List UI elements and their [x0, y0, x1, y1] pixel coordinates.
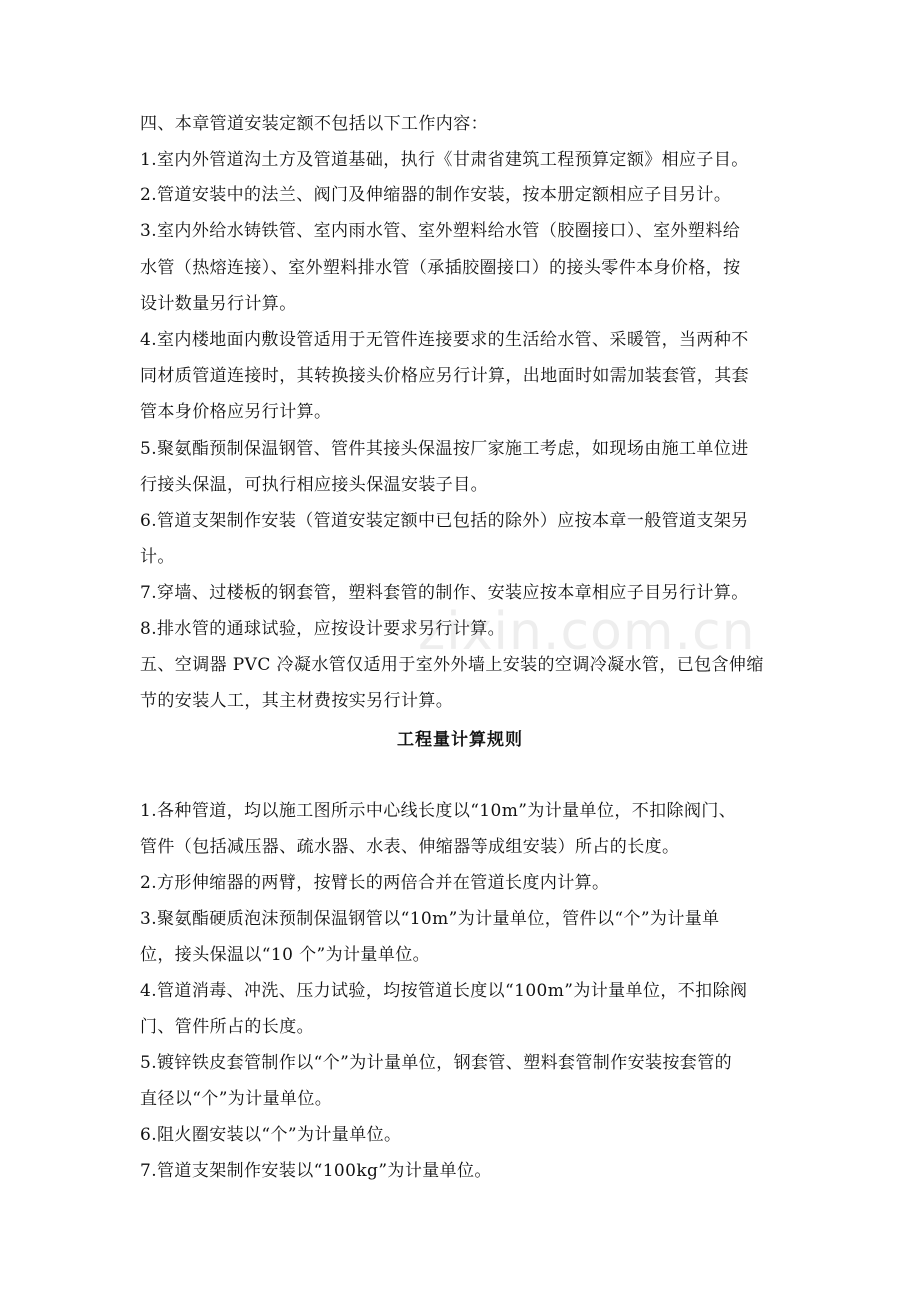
rule-item-3-cont: 位，接头保温以“10 个”为计量单位。	[140, 945, 431, 965]
rules-heading: 工程量计算规则	[397, 730, 523, 750]
section-four-item-8: 8.排水管的通球试验，应按设计要求另行计算。	[140, 619, 506, 639]
rule-item-4-cont: 门、管件所占的长度。	[140, 1017, 314, 1037]
rule-item-2: 2.方形伸缩器的两臂，按臂长的两倍合并在管道长度内计算。	[140, 873, 610, 893]
rule-item-1-cont: 管件（包括减压器、疏水器、水表、伸缩器等成组安装）所占的长度。	[140, 837, 680, 857]
section-four-item-4: 4.室内楼地面内敷设管适用于无管件连接要求的生活给水管、采暖管，当两种不	[140, 330, 749, 350]
section-four-item-1: 1.室内外管道沟土方及管道基础，执行《甘肃省建筑工程预算定额》相应子目。	[140, 150, 749, 170]
section-four-title: 四、本章管道安装定额不包括以下工作内容：	[140, 114, 488, 134]
section-four-item-6: 6.管道支架制作安装（管道安装定额中已包括的除外）应按本章一般管道支架另	[140, 511, 749, 531]
rule-item-6: 6.阻火圈安装以“个”为计量单位。	[140, 1125, 402, 1145]
watermark: zixin.com.cn	[418, 602, 756, 662]
rule-item-5-cont: 直径以“个”为计量单位。	[140, 1089, 333, 1109]
section-four-item-2: 2.管道安装中的法兰、阀门及伸缩器的制作安装，按本册定额相应子目另计。	[140, 185, 732, 205]
rule-item-7: 7.管道支架制作安装以“100kg”为计量单位。	[140, 1161, 492, 1181]
section-four-item-3: 3.室内外给水铸铁管、室内雨水管、室外塑料给水管（胶圈接口）、室外塑料给	[140, 221, 741, 241]
section-four-item-3-cont: 设计数量另行计算。	[140, 294, 297, 314]
section-four-item-4-cont: 管本身价格应另行计算。	[140, 402, 332, 422]
section-four-item-6-cont: 计。	[140, 547, 175, 567]
section-five-text-cont: 节的安装人工，其主材费按实另行计算。	[140, 691, 454, 711]
section-four-item-4-cont: 同材质管道连接时，其转换接头价格应另行计算，出地面时如需加装套管，其套	[140, 366, 749, 386]
section-four-item-5: 5.聚氨酯预制保温钢管、管件其接头保温按厂家施工考虑，如现场由施工单位进	[140, 439, 749, 459]
section-four-item-5-cont: 行接头保温，可执行相应接头保温安装子目。	[140, 475, 488, 495]
section-five-text: 五、空调器 PVC 冷凝水管仅适用于室外外墙上安装的空调冷凝水管，已包含伸缩	[140, 655, 764, 675]
rule-item-4: 4.管道消毒、冲洗、压力试验，均按管道长度以“100m”为计量单位，不扣除阀	[140, 981, 748, 1001]
rule-item-1: 1.各种管道，均以施工图所示中心线长度以“10m”为计量单位，不扣除阀门、	[140, 801, 737, 821]
rule-item-5: 5.镀锌铁皮套管制作以“个”为计量单位，钢套管、塑料套管制作安装按套管的	[140, 1053, 732, 1073]
section-four-item-7: 7.穿墙、过楼板的钢套管，塑料套管的制作、安装应按本章相应子目另行计算。	[140, 583, 749, 603]
section-four-item-3-cont: 水管（热熔连接）、室外塑料排水管（承插胶圈接口）的接头零件本身价格，按	[140, 258, 741, 278]
rule-item-3: 3.聚氨酯硬质泡沫预制保温钢管以“10m”为计量单位，管件以“个”为计量单	[140, 909, 720, 929]
